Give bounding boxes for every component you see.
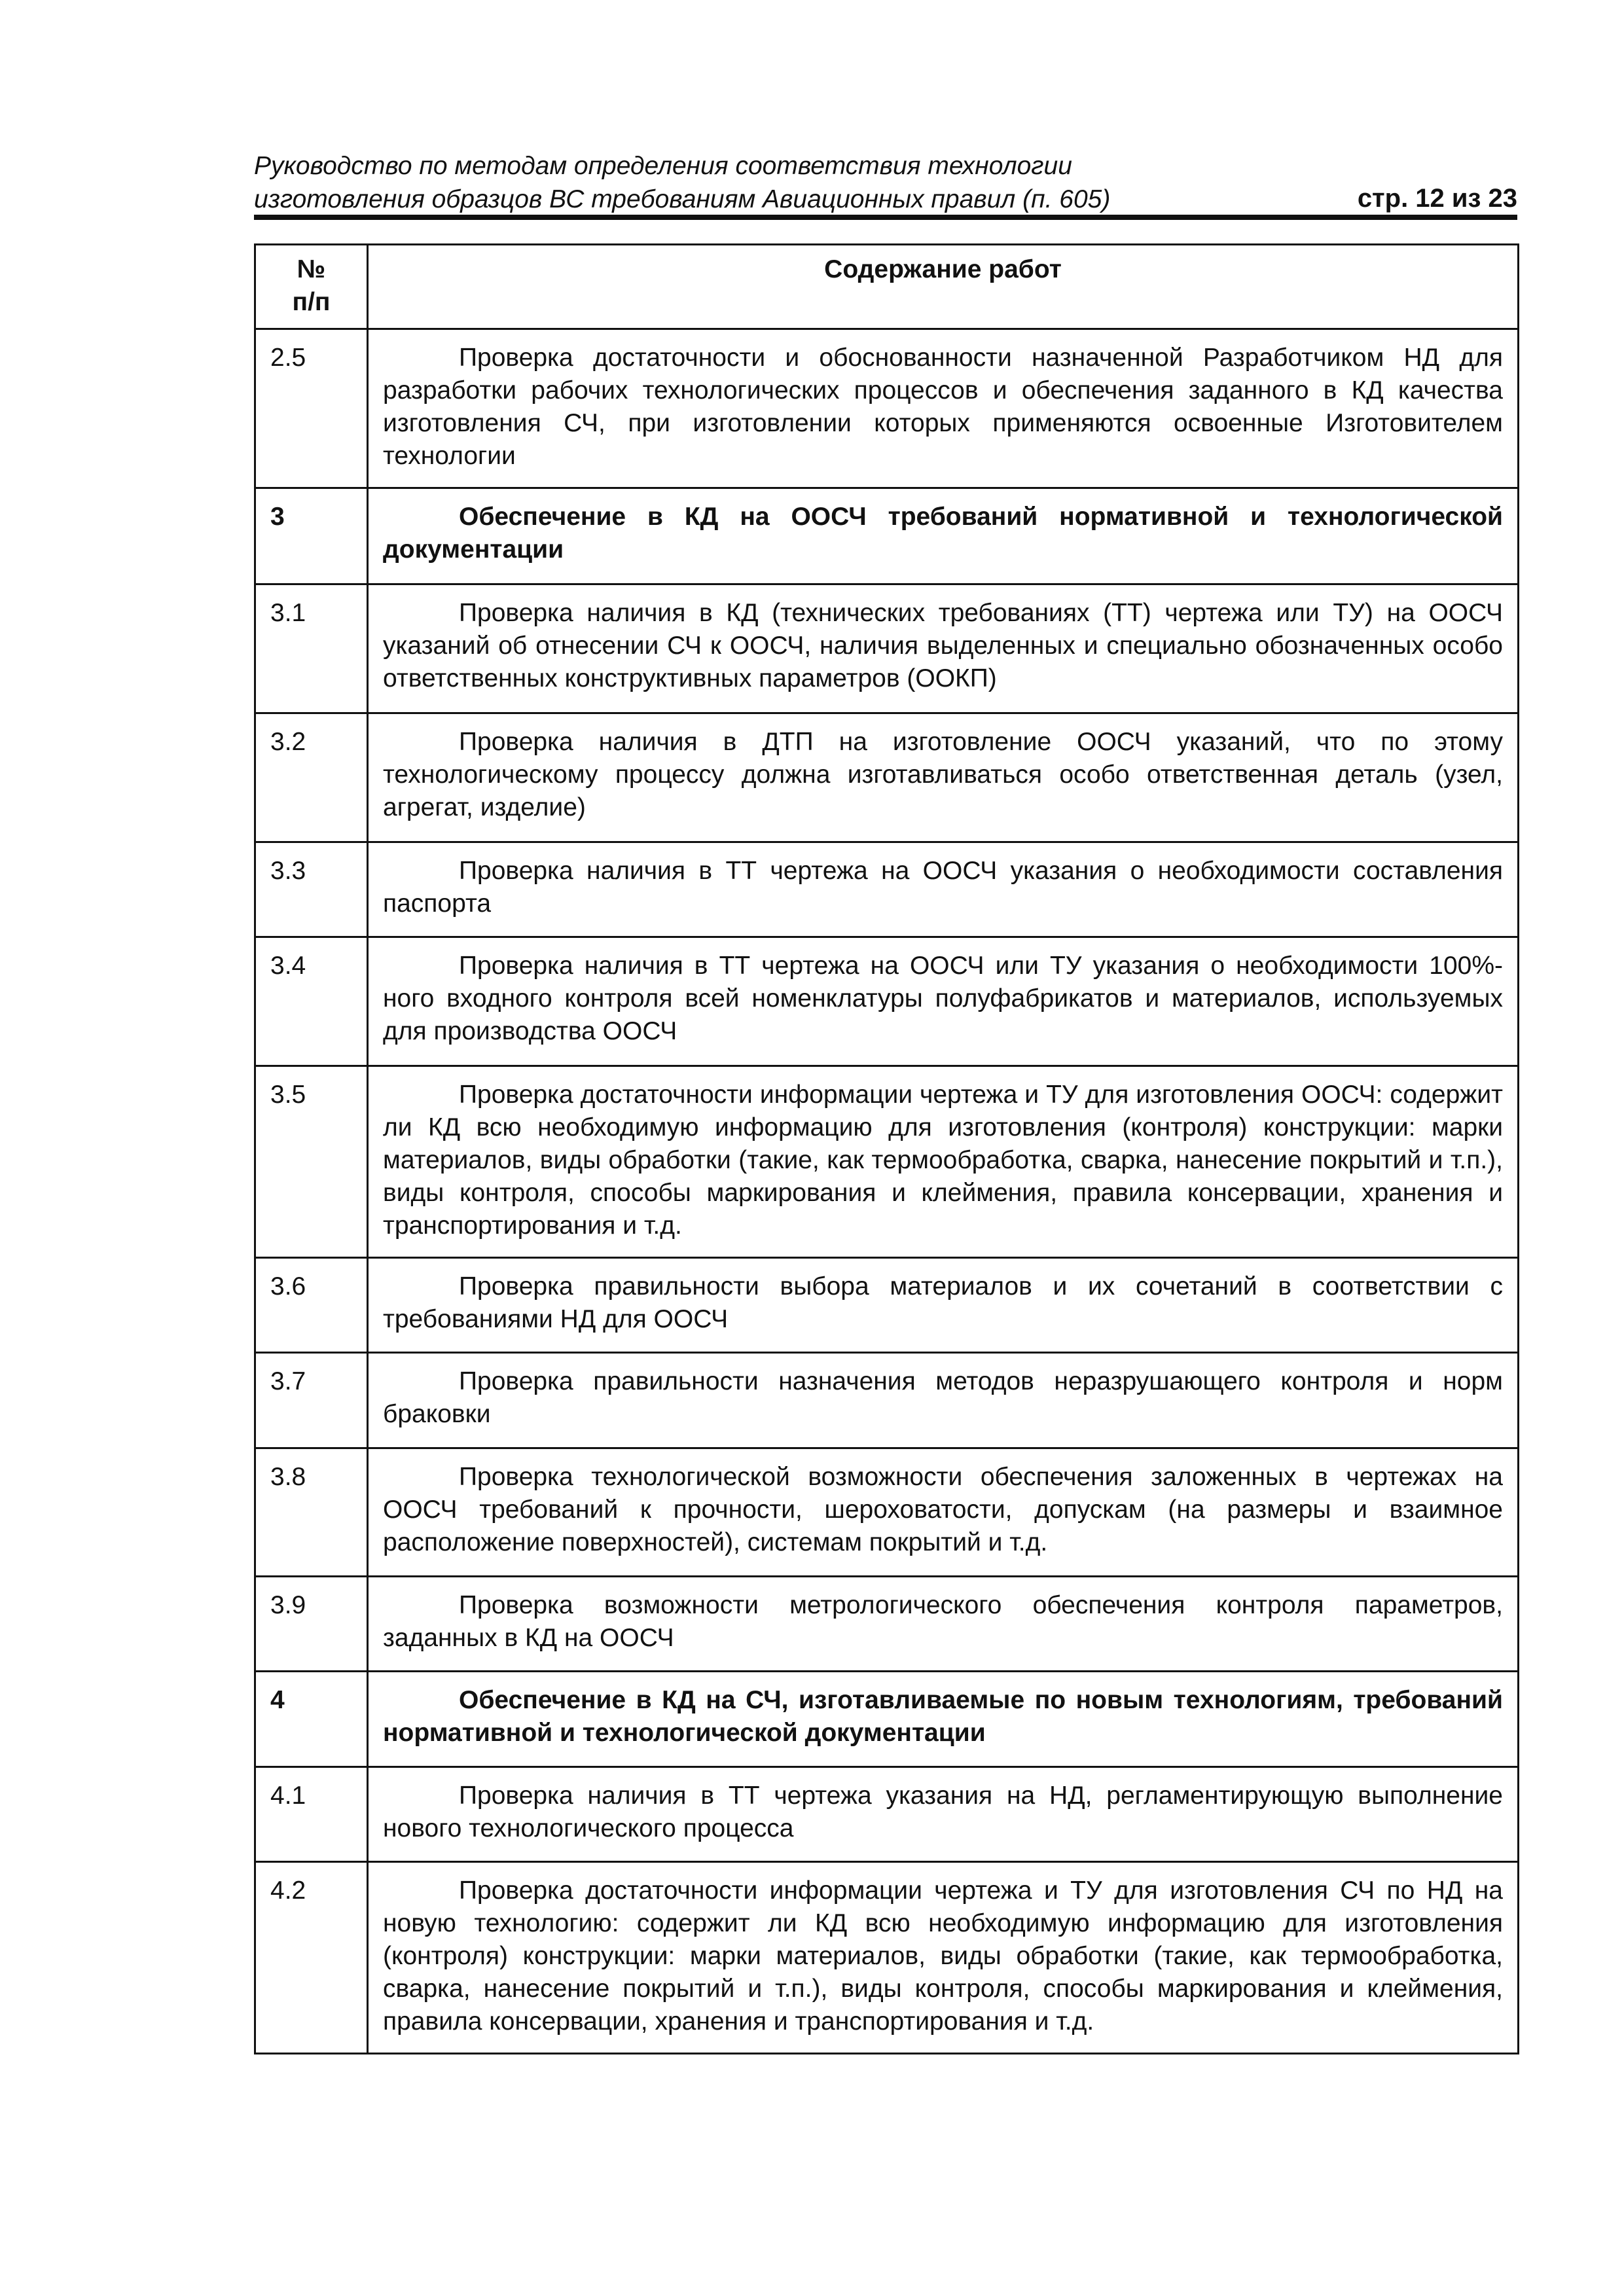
- column-header-number: [255, 245, 368, 329]
- document-title-line-2: изготовления образцов ВС требованиям Авиационных правил (п. 605): [254, 185, 1111, 213]
- table-row: [255, 584, 1519, 713]
- section-title: Обеспечение в КД на ООСЧ требований нормативной и технологической документации: [368, 488, 1519, 584]
- table-row: [255, 1066, 1519, 1258]
- row-content: Проверка достаточности и обоснованности назначенной Разработчиком НД для разработки рабочих технологических процессов и обеспечения заданного в КД качества изготовления СЧ, при изготовлении которых применяются освоенные Изготовителем технологии: [368, 329, 1519, 488]
- row-number: 3.1: [255, 584, 368, 713]
- table-row: [255, 1258, 1519, 1353]
- table-row: [255, 329, 1519, 488]
- column-header-number-line-2: п/п: [292, 288, 331, 316]
- table-row: [255, 1862, 1519, 2054]
- page-number: стр. 12 из 23: [1357, 184, 1517, 213]
- row-content: Проверка достаточности информации чертежа и ТУ для изготовления ООСЧ: содержит ли КД всю необходимую информацию для изготовления (контроля) конструкции: марки материалов, виды обработки (такие, как термообработка, сварка, нанесение покрытий и т.п.), виды контроля, способы маркирования и клеймения, правила консервации, хранения и транспортирования и т.д.: [368, 1066, 1519, 1258]
- row-content: Проверка наличия в ТТ чертежа на ООСЧ указания о необходимости составления паспорта: [368, 842, 1519, 937]
- row-number: 4.2: [255, 1862, 368, 2054]
- document-title-line-1: Руководство по методам определения соответствия технологии: [254, 152, 1072, 180]
- table-row: [255, 713, 1519, 842]
- section-row: [255, 488, 1519, 584]
- row-content: Проверка достаточности информации чертежа и ТУ для изготовления СЧ по НД на новую технологию: содержит ли КД всю необходимую информацию для изготовления (контроля) конструкции: марки материалов, виды обработки (такие, как термообработка, сварка, нанесение покрытий и т.п.), виды контроля, способы маркирования и клеймения, правила консервации, хранения и транспортирования и т.д.: [368, 1862, 1519, 2054]
- table-header-row: [255, 245, 1519, 329]
- section-number: 3: [255, 488, 368, 584]
- row-number: 2.5: [255, 329, 368, 488]
- table-row: [255, 1767, 1519, 1862]
- row-number: 3.7: [255, 1353, 368, 1448]
- document-title: [254, 149, 1517, 216]
- row-number: 3.3: [255, 842, 368, 937]
- column-header-number-line-1: №: [297, 255, 326, 283]
- row-content: Проверка наличия в КД (технических требованиях (ТТ) чертежа или ТУ) на ООСЧ указаний об отнесении СЧ к ООСЧ, наличия выделенных и специально обозначенных особо ответственных конструктивных параметров (ООКП): [368, 584, 1519, 713]
- row-content: Проверка технологической возможности обеспечения заложенных в чертежах на ООСЧ требований к прочности, шероховатости, допускам (на размеры и взаимное расположение поверхностей), системам покрытий и т.д.: [368, 1448, 1519, 1577]
- row-number: 3.8: [255, 1448, 368, 1577]
- row-content: Проверка возможности метрологического обеспечения контроля параметров, заданных в КД на ООСЧ: [368, 1577, 1519, 1672]
- row-content: Проверка наличия в ДТП на изготовление ООСЧ указаний, что по этому технологическому процессу должна изготавливаться особо ответственная деталь (узел, агрегат, изделие): [368, 713, 1519, 842]
- table-row: [255, 1448, 1519, 1577]
- table-row: [255, 842, 1519, 937]
- section-number: 4: [255, 1672, 368, 1767]
- row-content: Проверка наличия в ТТ чертежа указания на НД, регламентирующую выполнение нового технологического процесса: [368, 1767, 1519, 1862]
- row-number: 3.6: [255, 1258, 368, 1353]
- table-row: [255, 937, 1519, 1066]
- column-header-content: Содержание работ: [368, 245, 1519, 329]
- row-number: 3.2: [255, 713, 368, 842]
- header-divider: [254, 215, 1517, 220]
- row-number: 3.5: [255, 1066, 368, 1258]
- row-number: 4.1: [255, 1767, 368, 1862]
- table-row: [255, 1353, 1519, 1448]
- works-table: [254, 243, 1519, 2054]
- page-header: [254, 149, 1517, 216]
- row-content: Проверка правильности назначения методов неразрушающего контроля и норм браковки: [368, 1353, 1519, 1448]
- row-content: Проверка наличия в ТТ чертежа на ООСЧ или ТУ указания о необходимости 100%-ного входного контроля всей номенклатуры полуфабрикатов и материалов, используемых для производства ООСЧ: [368, 937, 1519, 1066]
- section-title: Обеспечение в КД на СЧ, изготавливаемые по новым технологиям, требований нормативной и технологической документации: [368, 1672, 1519, 1767]
- row-number: 3.9: [255, 1577, 368, 1672]
- section-row: [255, 1672, 1519, 1767]
- row-content: Проверка правильности выбора материалов и их сочетаний в соответствии с требованиями НД для ООСЧ: [368, 1258, 1519, 1353]
- row-number: 3.4: [255, 937, 368, 1066]
- table-row: [255, 1577, 1519, 1672]
